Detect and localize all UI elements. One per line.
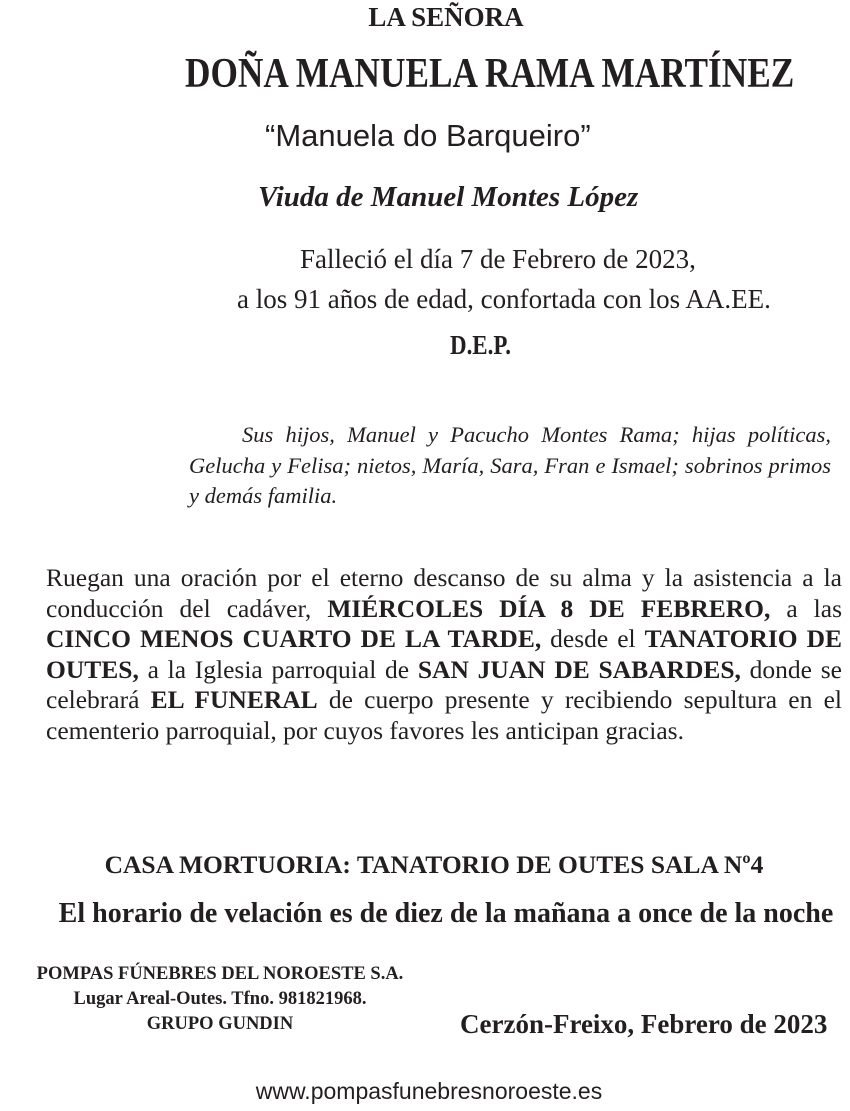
death-age-line: a los 91 años de edad, confortada con los AA.EE. xyxy=(237,284,771,314)
announcement-text-6: de cuerpo presente y recibiendo sepultura en el cementerio parroquial, por cuyos favores les anticipan gracias. xyxy=(46,685,842,745)
announcement-text-3: desde el xyxy=(541,624,645,653)
announcement-text-5: donde se celebrará xyxy=(46,654,842,714)
wake-hours-line: El horario de velación es de diez de la mañana a once de la noche xyxy=(58,898,834,929)
website-link[interactable]: www.pompasfunebresnoroeste.es xyxy=(255,1078,603,1104)
death-date-line: Falleció el día 7 de Febrero de 2023, xyxy=(300,244,696,274)
announcement-text-2: a las xyxy=(770,593,842,623)
announcement-text-4: a la Iglesia parroquial de xyxy=(138,654,418,684)
announcement-church: SAN JUAN DE SABARDES, xyxy=(417,654,741,684)
company-group: GRUPO GUNDIN xyxy=(146,1014,294,1034)
announcement-time: CINCO MENOS CUARTO DE LA TARDE, xyxy=(46,624,542,653)
announcement-text-1: Ruegan una oración por el eterno descanso de su alma y la asistencia a la conducción del cadáver, xyxy=(46,563,842,623)
family-paragraph: Sus hijos, Manuel y Pacucho Montes Rama; hijas políticas, Gelucha y Felisa; nietos, María, Sara, Fran e Ismael; sobrinos primos y demás familia. xyxy=(189,422,831,508)
deceased-name: DOÑA MANUELA RAMA MARTÍNEZ xyxy=(185,51,795,97)
deceased-nickname: “Manuela do Barqueiro” xyxy=(265,118,591,153)
announcement-date: MIÉRCOLES DÍA 8 DE FEBRERO, xyxy=(327,593,771,623)
company-name: POMPAS FÚNEBRES DEL NOROESTE S.A. xyxy=(36,964,404,984)
announcement-origin: TANATORIO DE OUTES, xyxy=(46,624,842,684)
notice-heading: LA SEÑORA xyxy=(368,2,524,32)
casa-mortuoria-line: CASA MORTUORIA: TANATORIO DE OUTES SALA Nº4 xyxy=(104,850,764,879)
company-address: Lugar Areal-Outes. Tfno. 981821968. xyxy=(73,989,367,1009)
funeral-company-block xyxy=(0,962,440,1037)
dep-abbreviation: D.E.P. xyxy=(450,330,512,360)
widow-of-line: Viuda de Manuel Montes López xyxy=(258,181,639,213)
announcement-paragraph xyxy=(46,563,842,746)
place-date-line: Cerzón-Freixo, Febrero de 2023 xyxy=(460,1009,828,1039)
announcement-funeral: EL FUNERAL xyxy=(150,685,318,714)
